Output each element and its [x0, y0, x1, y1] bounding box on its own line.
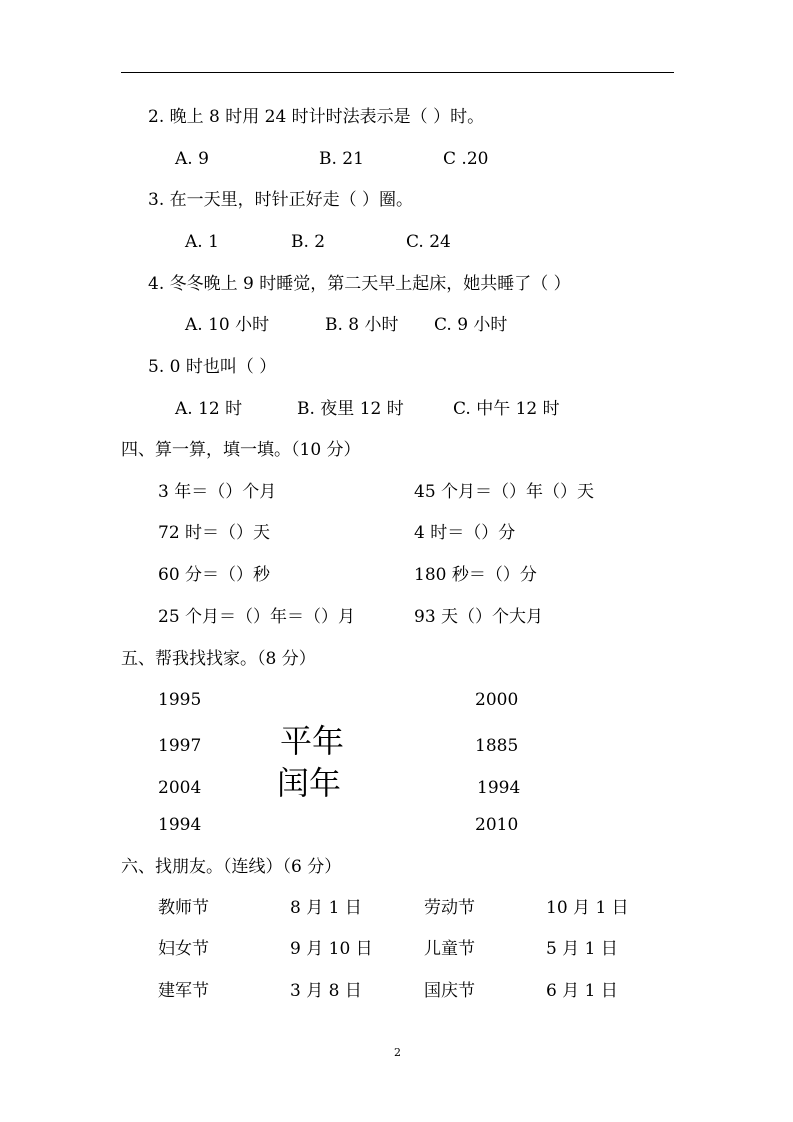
question-2-option-a: A. 9	[175, 149, 209, 169]
question-2-stem: 2. 晚上 8 时用 24 时计时法表示是（ ）时。	[148, 107, 485, 127]
question-3-stem: 3. 在一天里，时针正好走（ ）圈。	[148, 190, 414, 210]
holiday-name: 建军节	[158, 981, 209, 1001]
question-3-option-b: B. 2	[291, 232, 326, 252]
year-right-4: 2010	[475, 815, 519, 835]
holiday-date: 8 月 1 日	[290, 898, 362, 918]
category-leap-year: 闰年	[277, 764, 342, 802]
holiday-date: 10 月 1 日	[546, 898, 629, 918]
section-4-title: 四、算一算，填一填。（10 分）	[121, 440, 361, 460]
year-right-2: 1885	[475, 736, 519, 756]
conversion-item: 72 时＝（）天	[158, 523, 271, 543]
question-2-option-c: C .20	[443, 149, 489, 169]
holiday-name: 儿童节	[424, 939, 475, 959]
category-common-year: 平年	[280, 722, 345, 760]
section-5-title: 五、帮我找找家。（8 分）	[121, 649, 316, 669]
year-right-1: 2000	[475, 690, 519, 710]
conversion-item: 93 天（）个大月	[414, 607, 544, 627]
question-3-option-c: C. 24	[406, 232, 451, 252]
conversion-item: 180 秒＝（）分	[414, 565, 537, 585]
question-5-option-c: C. 中午 12 时	[453, 399, 560, 419]
question-5-option-a: A. 12 时	[175, 399, 243, 419]
conversion-item: 45 个月＝（）年（）天	[414, 482, 595, 502]
year-right-3: 1994	[477, 778, 521, 798]
conversion-item: 60 分＝（）秒	[158, 565, 271, 585]
question-4-stem: 4. 冬冬晚上 9 时睡觉，第二天早上起床，她共睡了（ ）	[148, 274, 571, 294]
holiday-date: 3 月 8 日	[290, 981, 362, 1001]
question-4-option-a: A. 10 小时	[185, 315, 270, 335]
holiday-name: 国庆节	[424, 981, 475, 1001]
conversion-item: 3 年＝（）个月	[158, 482, 277, 502]
question-3-option-a: A. 1	[185, 232, 219, 252]
section-6-title: 六、找朋友。（连线）（6 分）	[121, 857, 342, 877]
question-5-stem: 5. 0 时也叫（ ）	[148, 357, 277, 377]
holiday-date: 6 月 1 日	[546, 981, 618, 1001]
conversion-item: 4 时＝（）分	[414, 523, 516, 543]
holiday-name: 劳动节	[424, 898, 475, 918]
year-left-4: 1994	[158, 815, 202, 835]
conversion-item: 25 个月＝（）年＝（）月	[158, 607, 356, 627]
holiday-date: 5 月 1 日	[546, 939, 618, 959]
question-4-option-c: C. 9 小时	[434, 315, 508, 335]
holiday-name: 教师节	[158, 898, 209, 918]
page-number: 2	[394, 1046, 401, 1059]
holiday-date: 9 月 10 日	[290, 939, 373, 959]
year-left-3: 2004	[158, 778, 202, 798]
holiday-name: 妇女节	[158, 939, 209, 959]
question-2-option-b: B. 21	[319, 149, 364, 169]
header-rule	[121, 72, 674, 73]
question-5-option-b: B. 夜里 12 时	[297, 399, 404, 419]
question-4-option-b: B. 8 小时	[325, 315, 399, 335]
year-left-1: 1995	[158, 690, 202, 710]
year-left-2: 1997	[158, 736, 202, 756]
